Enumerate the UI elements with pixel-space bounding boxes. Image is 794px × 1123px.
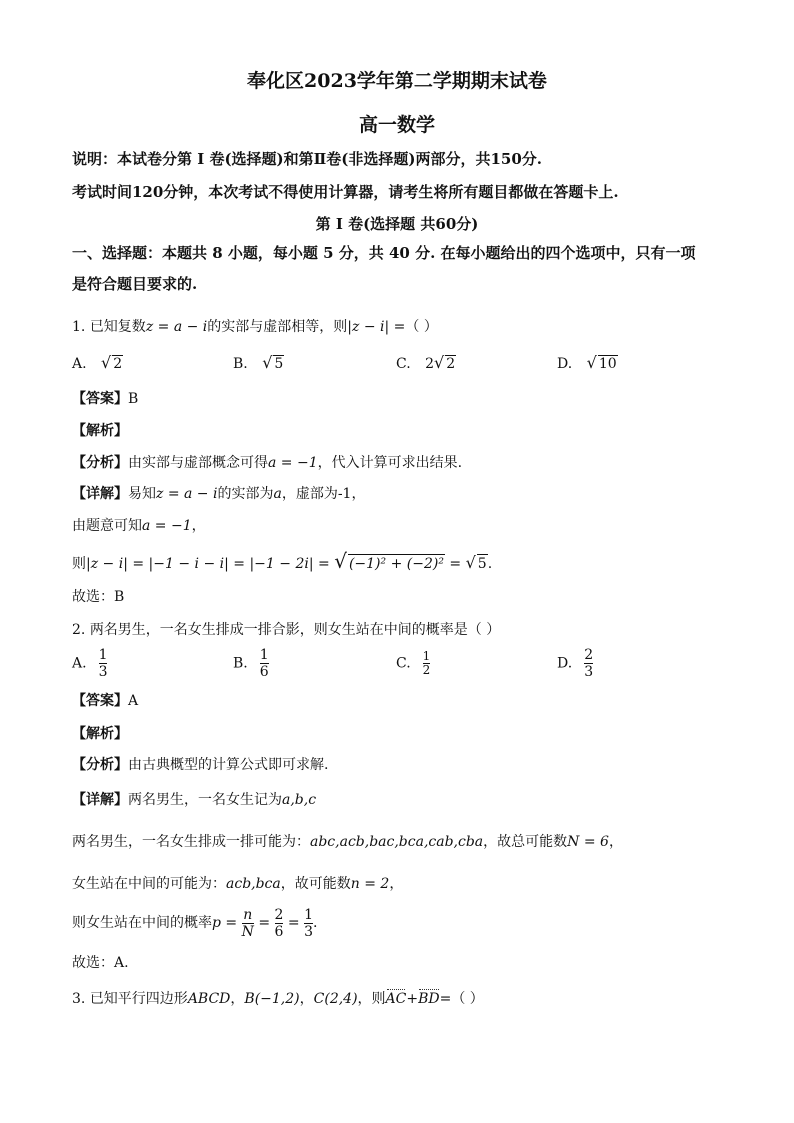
section-heading: 第 I 卷(选择题 共60分) [315, 215, 479, 233]
q2-option-a: A. $\frac{1}{3}$ [72, 647, 108, 680]
q2-step-3: 女生站在中间的可能为：acb,bca，故可能数n = 2， [72, 876, 404, 892]
page-subtitle: 高一数学 [358, 114, 435, 136]
instruction-line-1: 说明：本试卷分第 I 卷(选择题)和第Ⅱ卷(非选择题)两部分，共150分. [72, 150, 543, 168]
q1-xiangjie: 【详解】易知z = a − i的实部为a，虚部为-1， [72, 486, 366, 502]
q1-option-c: C. 2√ 2 [396, 353, 456, 372]
q1-option-b: B. √ 5 [233, 353, 284, 372]
question-number: 3. [72, 991, 86, 1007]
question-3-stem: 3. 已知平行四边形ABCD，B(−1,2)，C(2,4)，则AC+BD=（ ） [72, 991, 484, 1007]
question-number: 1. [72, 319, 86, 335]
q1-option-a: A. √ 2 [72, 353, 123, 372]
q2-conclusion: 故选：A. [72, 955, 129, 971]
sqrt-expression: √ 10 [586, 353, 617, 372]
q2-answer: 【答案】A [72, 693, 139, 709]
q1-option-d: D. √ 10 [557, 353, 617, 372]
question-1-stem: 1. 已知复数z = a − i的实部与虚部相等，则|z − i| =（ ） [72, 319, 438, 335]
q1-step-2: 由题意可知a = −1， [72, 518, 206, 534]
part-heading-line-2: 是符合题目要求的. [72, 275, 198, 293]
vector-ac: AC [385, 991, 407, 1007]
question-number: 2. [72, 622, 86, 638]
q2-option-d: D. $\frac{2}{3}$ [557, 647, 594, 680]
sqrt-expression: 2√ 2 [425, 353, 456, 372]
q2-option-c: C. $\frac{1}{2}$ [396, 649, 431, 677]
vector-bd: BD [418, 991, 440, 1007]
q1-answer: 【答案】B [72, 391, 139, 407]
q1-analysis-tag: 【解析】 [72, 423, 128, 439]
q1-fenxi: 【分析】由实部与虚部概念可得a = −1，代入计算可求出结果. [72, 455, 463, 471]
q2-step-4: 则女生站在中间的概率p = $\frac{n}{N}$ = $\frac{2}{6}$ = $\frac{1}{3}$ . [72, 906, 318, 940]
q2-analysis-tag: 【解析】 [72, 726, 128, 742]
instruction-line-2: 考试时间120分钟，本次考试不得使用计算器，请考生将所有题目都做在答题卡上. [72, 183, 619, 201]
q1-step-3: 则|z − i| = |−1 − i − i| = |−1 − 2i| = √ (−1)² + (−2)² = √ 5. [72, 549, 493, 573]
sqrt-expression: √ 5 [262, 353, 284, 372]
q2-option-b: B. $\frac{1}{6}$ [233, 647, 269, 680]
q2-xiangjie: 【详解】两名男生，一名女生记为a,b,c [72, 792, 317, 808]
q2-fenxi: 【分析】由古典概型的计算公式即可求解. [72, 757, 329, 773]
part-heading-line-1: 一、选择题：本题共 8 小题，每小题 5 分，共 40 分. 在每小题给出的四个选项中，只有一项 [72, 244, 696, 262]
sqrt-expression: √ 2 [101, 353, 123, 372]
q1-conclusion: 故选：B [72, 589, 125, 605]
q2-step-2: 两名男生，一名女生排成一排可能为：abc,acb,bac,bca,cab,cba，故总可能数N = 6， [72, 834, 623, 850]
page-title: 奉化区2023学年第二学期期末试卷 [247, 70, 547, 92]
question-2-stem: 2. 两名男生，一名女生排成一排合影，则女生站在中间的概率是（ ） [72, 622, 501, 638]
